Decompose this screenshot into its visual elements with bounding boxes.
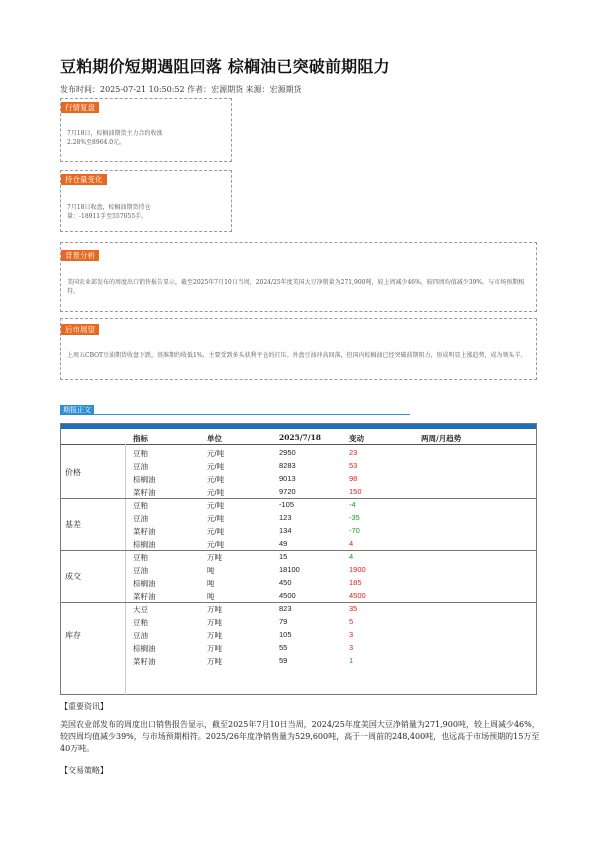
- row-unit: 元/吨: [207, 488, 225, 497]
- row-change: -4: [349, 500, 356, 509]
- table-row: [61, 654, 536, 667]
- news-paragraph: 美国农业部发布的周度出口销售报告显示，截至2025年7月10日当周，2024/25年度美国大豆净销量为271,900吨，较上周减少46%，较四周均值减少39%，与市场预期相符。2025/26年度净销售量为529,600吨，高于一周前的248,400吨，也远高于市场预期的15万至40万吨。: [60, 720, 540, 753]
- row-unit: 元/吨: [207, 449, 225, 458]
- header-indicator: 指标: [133, 434, 148, 443]
- row-value: 59: [279, 656, 288, 665]
- row-unit: 元/吨: [207, 462, 225, 471]
- row-unit: 万吨: [207, 631, 222, 640]
- row-change: 1900: [349, 565, 366, 574]
- article-title: 豆粕期价短期遇阻回落 棕榈油已突破前期阻力: [60, 57, 390, 76]
- row-value: 15: [279, 552, 288, 561]
- row-indicator: 棕榈油: [133, 475, 156, 484]
- row-unit: 元/吨: [207, 475, 225, 484]
- row-change: 5: [349, 617, 354, 626]
- background-tag: 背景分析: [61, 250, 99, 261]
- row-change: -70: [349, 526, 360, 535]
- table-row: [61, 576, 536, 589]
- row-unit: 吨: [207, 566, 215, 575]
- table-header: [61, 432, 536, 444]
- row-unit: 吨: [207, 579, 215, 588]
- row-change: 185: [349, 578, 362, 587]
- row-value: 823: [279, 604, 292, 613]
- position-change-box: [60, 170, 232, 232]
- table-row: [61, 628, 536, 641]
- table-row: [61, 602, 536, 615]
- row-change: 23: [349, 448, 358, 457]
- row-change: 4: [349, 539, 354, 548]
- row-value: 134: [279, 526, 292, 535]
- row-unit: 万吨: [207, 553, 222, 562]
- row-indicator: 菜籽油: [133, 657, 156, 666]
- row-value: 105: [279, 630, 292, 639]
- row-unit: 元/吨: [207, 527, 225, 536]
- table-row: [61, 641, 536, 654]
- row-unit: 万吨: [207, 605, 222, 614]
- row-value: 9013: [279, 474, 296, 483]
- row-value: 18100: [279, 565, 300, 574]
- row-unit: 万吨: [207, 644, 222, 653]
- row-indicator: 棕榈油: [133, 644, 156, 653]
- article-meta: 发布时间：2025-07-21 10:50:52 作者：宏源期货 来源：宏源期货: [60, 85, 302, 94]
- table-row: [61, 589, 536, 602]
- section-divider: [60, 414, 410, 415]
- market-review-text: 7月18日，棕榈油期货主力合约收涨2.28%至8964.0元。: [67, 130, 163, 146]
- group-label: 库存: [65, 630, 81, 640]
- row-unit: 元/吨: [207, 540, 225, 549]
- row-unit: 万吨: [207, 618, 222, 627]
- header-underline: [61, 444, 536, 445]
- row-value: 55: [279, 643, 288, 652]
- row-indicator: 豆油: [133, 566, 148, 575]
- row-indicator: 菜籽油: [133, 488, 156, 497]
- table-row: [61, 524, 536, 537]
- table-row: [61, 537, 536, 550]
- table-row: [61, 615, 536, 628]
- background-text: 美国农业部发布的周度出口销售报告显示，截至2025年7月10日当周，2024/25年度美国大豆净销量为271,900吨，较上周减少46%，较四周均值减少39%。与市场预期相符。: [67, 279, 525, 295]
- table-row: [61, 446, 536, 459]
- row-change: 3: [349, 643, 354, 652]
- row-value: 8283: [279, 461, 296, 470]
- table-row: [61, 485, 536, 498]
- header-trend: 两周/月趋势: [421, 434, 462, 443]
- row-indicator: 大豆: [133, 605, 148, 614]
- table-top-bar: [61, 424, 536, 429]
- row-indicator: 豆粕: [133, 449, 148, 458]
- row-value: 4500: [279, 591, 296, 600]
- row-value: 79: [279, 617, 288, 626]
- row-change: 98: [349, 474, 358, 483]
- row-change: -35: [349, 513, 360, 522]
- market-review-box: [60, 98, 232, 162]
- row-unit: 吨: [207, 592, 215, 601]
- outlook-box: [60, 318, 537, 380]
- row-unit: 元/吨: [207, 501, 225, 510]
- position-change-text: 7月18日收盘，棕榈油期货持仓量：-18911手至557055手。: [67, 204, 151, 220]
- row-value: 9720: [279, 487, 296, 496]
- table-row: [61, 459, 536, 472]
- row-indicator: 豆粕: [133, 501, 148, 510]
- row-indicator: 棕榈油: [133, 579, 156, 588]
- row-value: 49: [279, 539, 288, 548]
- row-indicator: 豆油: [133, 631, 148, 640]
- table-row: [61, 472, 536, 485]
- strategy-heading: 【交易策略】: [60, 766, 108, 775]
- row-indicator: 菜籽油: [133, 592, 156, 601]
- row-indicator: 棕榈油: [133, 540, 156, 549]
- background-box: [60, 242, 537, 312]
- row-change: 4: [349, 552, 354, 561]
- table-row: [61, 498, 536, 511]
- report-body-tab: 期报正文: [60, 405, 94, 415]
- row-unit: 元/吨: [207, 514, 225, 523]
- row-indicator: 豆粕: [133, 553, 148, 562]
- header-date: 2025/7/18: [279, 433, 322, 442]
- row-indicator: 豆油: [133, 462, 148, 471]
- row-change: 4500: [349, 591, 366, 600]
- group-label: 基差: [65, 520, 81, 529]
- row-value: 123: [279, 513, 292, 522]
- data-table: [60, 423, 537, 695]
- group-label: 成交: [65, 572, 81, 581]
- row-indicator: 菜籽油: [133, 527, 156, 536]
- row-change: 35: [349, 604, 358, 613]
- market-review-tag: 行情复盘: [61, 102, 99, 113]
- row-value: -105: [279, 500, 295, 509]
- header-unit: 单位: [207, 434, 222, 443]
- outlook-tag: 后市展望: [61, 324, 99, 335]
- row-change: 1: [349, 656, 354, 665]
- table-row: [61, 563, 536, 576]
- table-row: [61, 511, 536, 524]
- row-change: 3: [349, 630, 354, 639]
- row-indicator: 豆粕: [133, 618, 148, 627]
- row-unit: 万吨: [207, 657, 222, 666]
- row-change: 53: [349, 461, 358, 470]
- outlook-text: 上周五CBOT豆油期货收盘下跌，基准期约收低1%，主要受到多头获利平仓的打压。外盘豆油冲高回落，但国内棕榈油已经突破前期阻力，形成明显上涨趋势，成为领头羊。: [67, 352, 527, 359]
- row-indicator: 豆油: [133, 514, 148, 523]
- position-change-tag: 持仓量变化: [61, 174, 107, 185]
- news-heading: 【重要资讯】: [60, 702, 108, 711]
- header-change: 变动: [349, 434, 364, 443]
- row-value: 450: [279, 578, 292, 587]
- row-value: 2950: [279, 448, 296, 457]
- row-change: 150: [349, 487, 362, 496]
- table-row: [61, 550, 536, 563]
- group-label: 价格: [65, 468, 81, 477]
